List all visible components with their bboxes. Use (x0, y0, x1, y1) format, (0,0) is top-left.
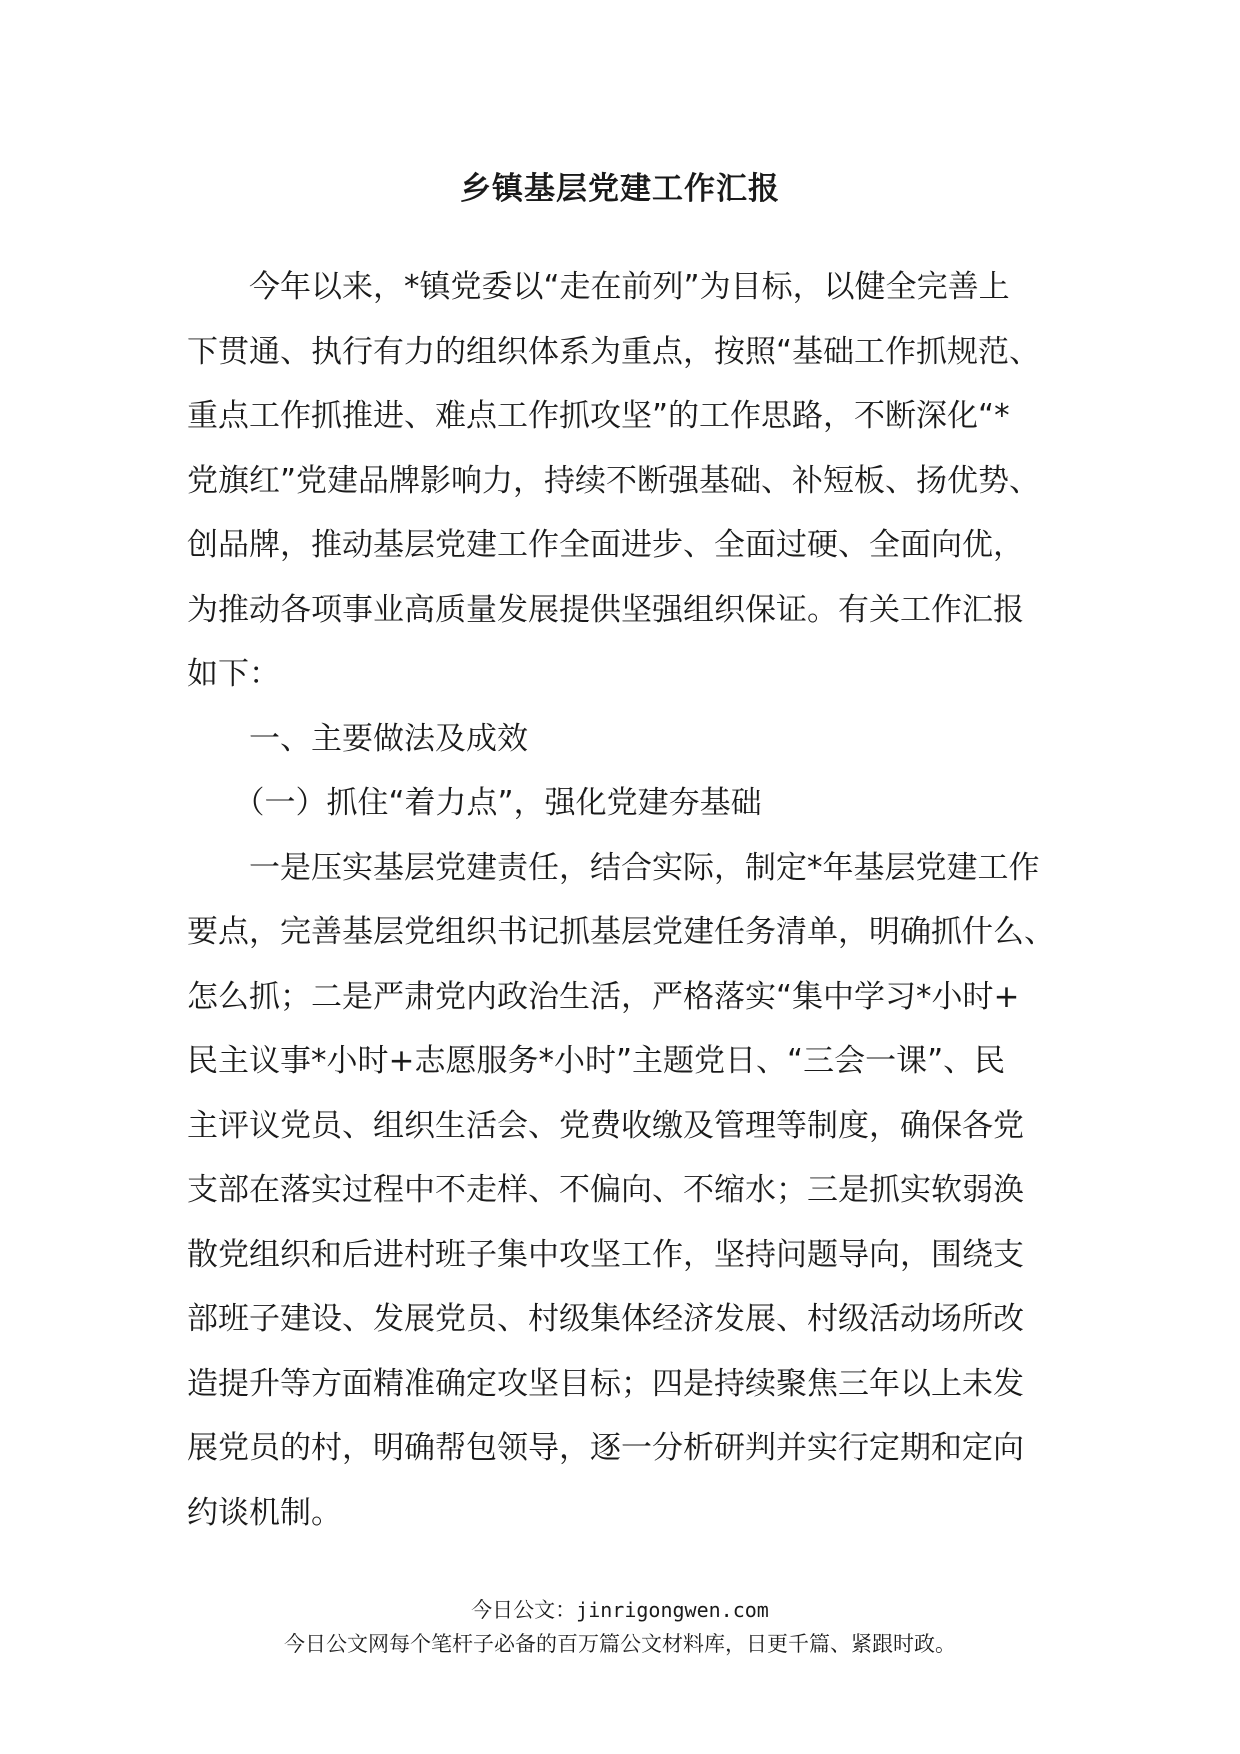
body-line: 部班子建设、发展党员、村级集体经济发展、村级活动场所改 (187, 1301, 1024, 1337)
body-line: 如下： (187, 656, 280, 692)
body-line: 支部在落实过程中不走样、不偏向、不缩水；三是抓实软弱涣 (187, 1172, 1024, 1208)
footer-url-link[interactable]: jinrigongwen.com (576, 1598, 769, 1622)
document-title: 乡镇基层党建工作汇报 (460, 171, 780, 207)
body-line: 主评议党员、组织生活会、党费收缴及管理等制度，确保各党 (187, 1107, 1024, 1144)
body-line: 展党员的村，明确帮包领导，逐一分析研判并实行定期和定向 (187, 1430, 1024, 1466)
document-body (187, 255, 1067, 1545)
body-line: 散党组织和后进村班子集中攻坚工作，坚持问题导向，围绕支 (187, 1236, 1024, 1273)
body-line: 创品牌，推动基层党建工作全面进步、全面过硬、全面向优， (187, 527, 1024, 563)
footer-label: 今日公文： (471, 1598, 577, 1622)
body-line: 为推动各项事业高质量发展提供坚强组织保证。有关工作汇报 (187, 591, 1024, 628)
footer-slogan: 今日公文网每个笔杆子必备的百万篇公文材料库，日更千篇、紧跟时政。 (284, 1632, 956, 1656)
body-line: 怎么抓；二是严肃党内政治生活，严格落实“集中学习*小时+ (187, 978, 1020, 1015)
body-line: 造提升等方面精准确定攻坚目标；四是持续聚焦三年以上未发 (187, 1365, 1024, 1402)
body-line: 下贯通、执行有力的组织体系为重点，按照“基础工作抓规范、 (187, 333, 1041, 370)
subsection-heading: （一）抓住“着力点”，强化党建夯基础 (187, 785, 762, 821)
section-heading: 一、主要做法及成效 (187, 720, 528, 757)
body-line: 党旗红”党建品牌影响力，持续不断强基础、补短板、扬优势、 (187, 462, 1041, 499)
body-line: 今年以来，*镇党委以“走在前列”为目标，以健全完善上 (187, 269, 1010, 305)
body-line: 重点工作抓推进、难点工作抓攻坚”的工作思路，不断深化“* (187, 398, 1010, 434)
body-line: 约谈机制。 (187, 1494, 342, 1531)
footer-source (0, 1594, 1240, 1624)
body-line: 要点，完善基层党组织书记抓基层党建任务清单，明确抓什么、 (187, 914, 1055, 950)
body-line: 民主议事*小时+志愿服务*小时”主题党日、“三会一课”、民 (187, 1043, 1006, 1079)
body-line: 一是压实基层党建责任，结合实际，制定*年基层党建工作 (187, 849, 1040, 886)
